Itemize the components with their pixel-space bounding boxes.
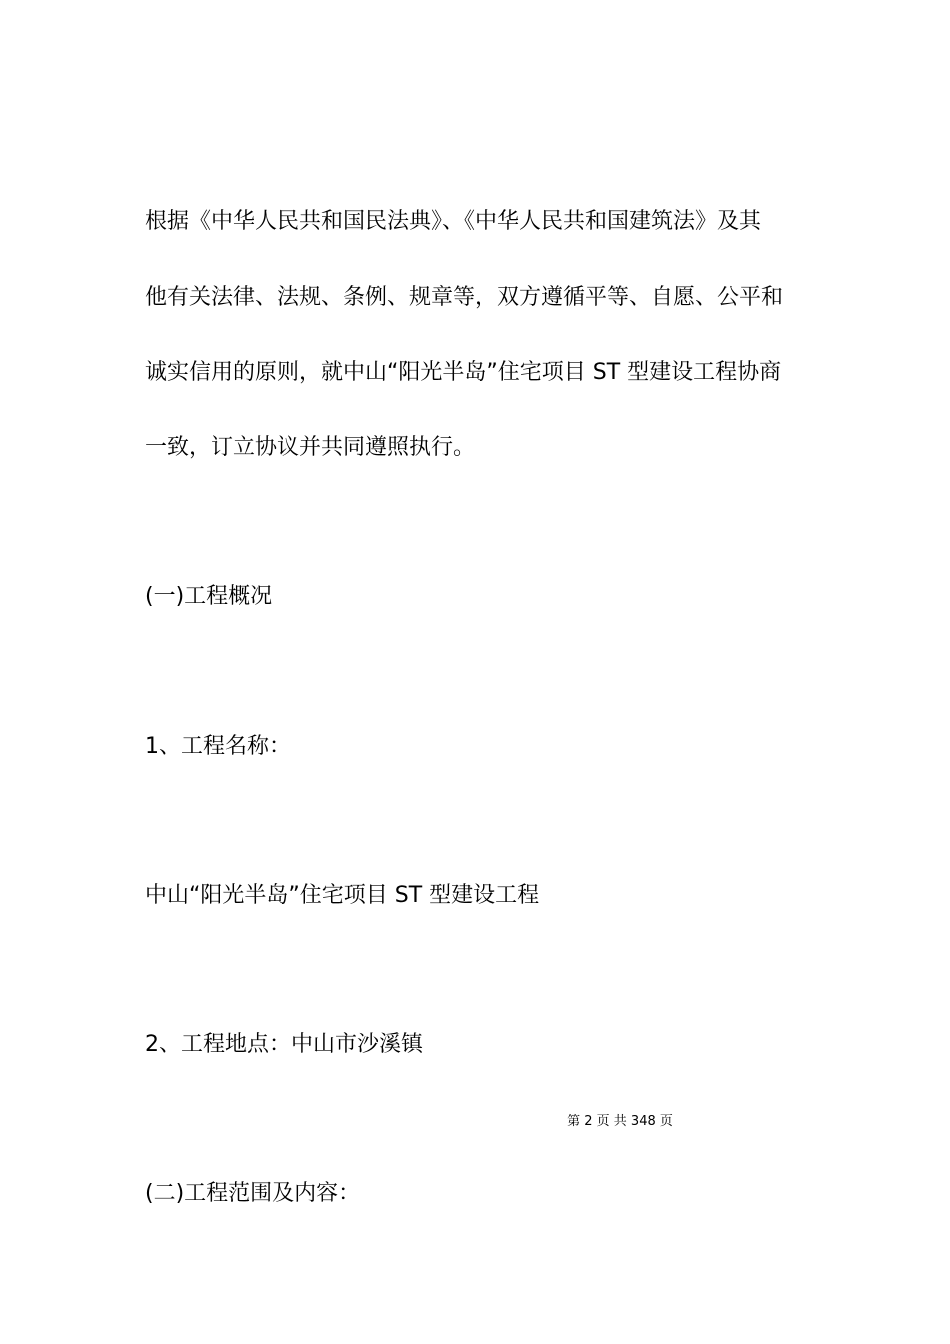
- paragraph-line-1: 根据《中华人民共和国民法典》、《中华人民共和国建筑法》及其: [145, 209, 762, 234]
- paragraph-line-3: 诚实信用的原则，就中山“阳光半岛”住宅项目 ST 型建设工程协商: [145, 360, 782, 385]
- project-location: 2、工程地点：中山市沙溪镇: [145, 1032, 423, 1057]
- paragraph-line-4: 一致，订立协议并共同遵照执行。: [145, 435, 476, 460]
- section-heading-overview: (一)工程概况: [145, 584, 273, 609]
- page-number-footer: 第 2 页 共 348 页: [567, 1114, 673, 1129]
- project-name-value: 中山“阳光半岛”住宅项目 ST 型建设工程: [145, 883, 540, 908]
- paragraph-line-2: 他有关法律、法规、条例、规章等，双方遵循平等、自愿、公平和: [145, 285, 784, 310]
- section-heading-scope: (二)工程范围及内容：: [145, 1181, 361, 1206]
- project-name-label: 1、工程名称：: [145, 734, 291, 759]
